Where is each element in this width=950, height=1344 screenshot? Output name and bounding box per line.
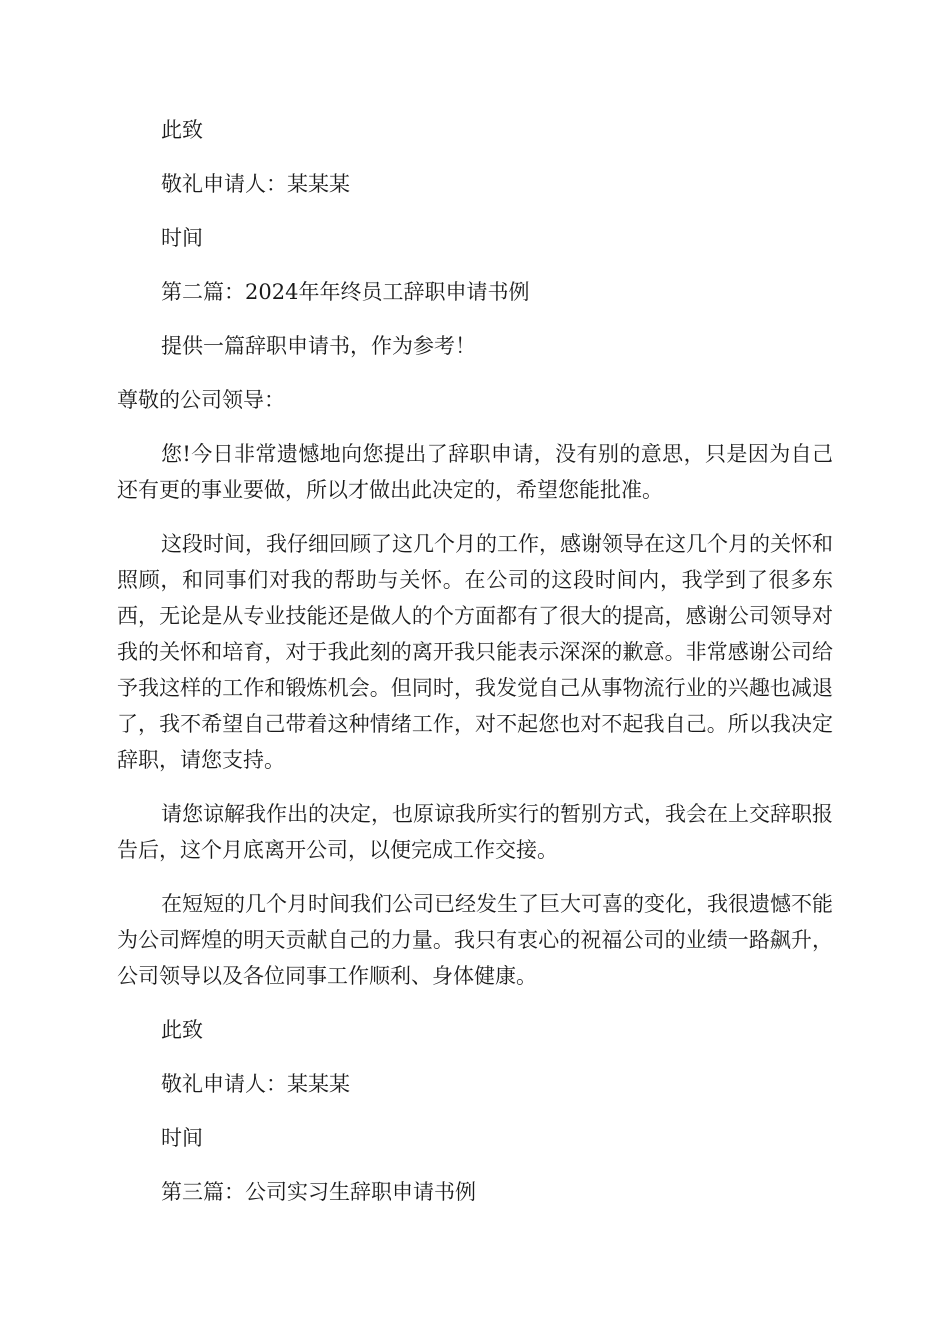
intro-line: 提供一篇辞职申请书，作为参考！ xyxy=(161,334,476,358)
section-heading-3: 第三篇：公司实习生辞职申请书例 xyxy=(161,1180,476,1204)
applicant-signature: 敬礼申请人：某某某 xyxy=(161,172,350,196)
date-line: 时间 xyxy=(161,226,203,250)
closing-salutation-2: 此致 xyxy=(161,1018,203,1042)
body-paragraph-2: 这段时间，我仔细回顾了这几个月的工作，感谢领导在这几个月的关怀和照顾，和同事们对我的帮助与关怀。在公司的这段时间内，我学到了很多东西，无论是从专业技能还是做人的个方面都有了很大的提高，感谢公司领导对我的关怀和培育，对于我此刻的离开我只能表示深深的歉意。非常感谢公司给予我这样的工作和锻炼机会。但同时，我发觉自己从事物流行业的兴趣也减退了，我不希望自己带着这种情绪工作，对不起您也对不起我自己。所以我决定辞职，请您支持。 xyxy=(117,532,833,772)
section-heading-2: 第二篇：2024年年终员工辞职申请书例 xyxy=(161,280,530,304)
document-page xyxy=(117,112,833,1228)
greeting: 尊敬的公司领导： xyxy=(117,388,285,412)
applicant-signature-2: 敬礼申请人：某某某 xyxy=(161,1072,350,1096)
body-paragraph-3: 请您谅解我作出的决定，也原谅我所实行的暂别方式，我会在上交辞职报告后，这个月底离开公司，以便完成工作交接。 xyxy=(117,802,833,862)
closing-salutation: 此致 xyxy=(161,118,203,142)
body-paragraph-4: 在短短的几个月时间我们公司已经发生了巨大可喜的变化，我很遗憾不能为公司辉煌的明天贡献自己的力量。我只有衷心的祝福公司的业绩一路飙升，公司领导以及各位同事工作顺利、身体健康。 xyxy=(117,892,833,988)
body-paragraph-1: 您!今日非常遗憾地向您提出了辞职申请，没有别的意思，只是因为自己还有更的事业要做，所以才做出此决定的，希望您能批准。 xyxy=(117,442,833,502)
date-line-2: 时间 xyxy=(161,1126,203,1150)
